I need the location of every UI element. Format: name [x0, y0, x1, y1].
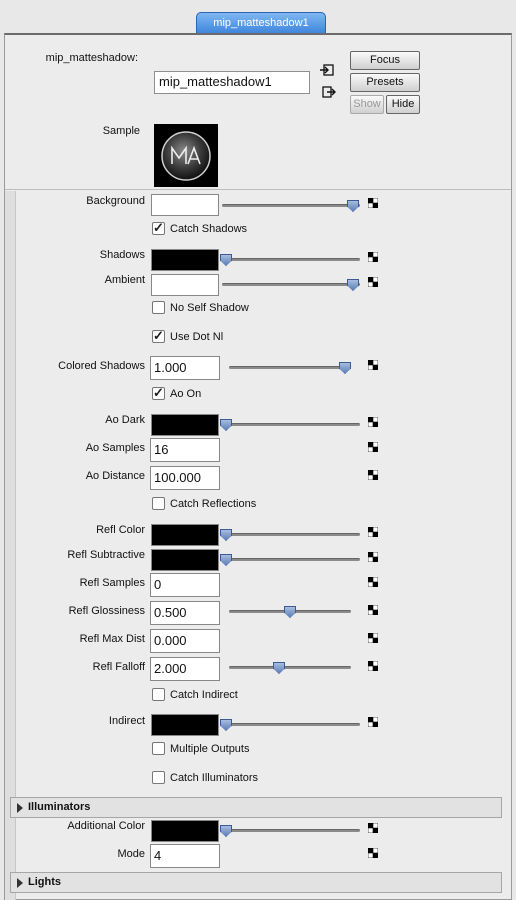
refl-glossiness-label: Refl Glossiness [68, 605, 145, 617]
section-title: Illuminators [28, 801, 91, 813]
map-button-icon[interactable] [368, 552, 378, 562]
refl-color-field[interactable] [151, 524, 219, 546]
indirect-slider[interactable] [222, 723, 360, 726]
node-type-label: mip_matteshadow: [45, 52, 138, 64]
indirect-color-field[interactable] [151, 714, 219, 736]
section-indent-strip [5, 191, 16, 900]
catch-illuminators-label: Catch Illuminators [170, 772, 259, 784]
map-button-icon[interactable] [368, 605, 378, 615]
multiple-outputs-checkbox[interactable] [152, 742, 165, 755]
refl-falloff-slider[interactable] [229, 666, 351, 669]
map-button-icon[interactable] [368, 848, 378, 858]
no-self-shadow-checkbox[interactable] [152, 301, 165, 314]
ao-distance-field[interactable]: 100.000 [150, 466, 220, 490]
map-button-icon[interactable] [368, 661, 378, 671]
catch-shadows-checkbox[interactable] [152, 222, 165, 235]
map-button-icon[interactable] [368, 470, 378, 480]
additional-color-field[interactable] [151, 820, 219, 842]
map-button-icon[interactable] [368, 417, 378, 427]
tab-bar [0, 0, 516, 34]
map-button-icon[interactable] [368, 252, 378, 262]
additional-color-slider[interactable] [222, 829, 360, 832]
mode-label: Mode [117, 848, 145, 860]
section-lights[interactable] [10, 872, 502, 893]
presets-button[interactable]: Presets [350, 73, 420, 92]
colored-shadows-slider[interactable] [229, 366, 351, 369]
ao-on-label: Ao On [170, 388, 202, 400]
node-name-field[interactable]: mip_matteshadow1 [154, 71, 310, 94]
refl-subtractive-slider[interactable] [222, 558, 360, 561]
refl-subtractive-color-field[interactable] [151, 549, 219, 571]
hide-button[interactable]: Hide [386, 95, 420, 114]
ao-on-checkbox[interactable] [152, 387, 165, 400]
no-self-shadow-label: No Self Shadow [170, 302, 249, 314]
catch-reflections-label: Catch Reflections [170, 498, 257, 510]
map-button-icon[interactable] [368, 823, 378, 833]
shadows-slider[interactable] [222, 258, 360, 261]
map-button-icon[interactable] [368, 633, 378, 643]
refl-samples-field[interactable]: 0 [150, 573, 220, 597]
refl-samples-label: Refl Samples [79, 577, 145, 589]
output-connection-icon[interactable] [322, 85, 336, 99]
use-dot-nl-checkbox[interactable] [152, 330, 165, 343]
shadows-color-field[interactable] [151, 249, 219, 271]
ao-dark-label: Ao Dark [105, 414, 145, 426]
colored-shadows-label: Colored Shadows [58, 360, 145, 372]
ao-samples-field[interactable]: 16 [150, 438, 220, 462]
catch-indirect-label: Catch Indirect [170, 689, 238, 701]
refl-glossiness-field[interactable]: 0.500 [150, 601, 220, 625]
background-color-field[interactable] [151, 194, 219, 216]
colored-shadows-field[interactable]: 1.000 [150, 356, 220, 380]
refl-color-label: Refl Color [96, 524, 145, 536]
use-dot-nl-label: Use Dot Nl [170, 331, 224, 343]
sample-swatch[interactable] [154, 124, 218, 187]
map-button-icon[interactable] [368, 198, 378, 208]
focus-button[interactable]: Focus [350, 51, 420, 70]
background-slider[interactable] [222, 204, 360, 207]
shadows-label: Shadows [99, 249, 145, 261]
catch-shadows-label: Catch Shadows [170, 223, 248, 235]
input-connection-icon[interactable] [320, 63, 334, 77]
ambient-label: Ambient [104, 274, 145, 286]
tab-mip-matteshadow1[interactable]: mip_matteshadow1 [196, 12, 326, 34]
collapse-arrow-icon [17, 878, 23, 888]
catch-illuminators-checkbox[interactable] [152, 771, 165, 784]
section-illuminators[interactable] [10, 797, 502, 818]
catch-indirect-checkbox[interactable] [152, 688, 165, 701]
ambient-color-field[interactable] [151, 274, 219, 296]
refl-falloff-field[interactable]: 2.000 [150, 657, 220, 681]
collapse-arrow-icon [17, 803, 23, 813]
ao-dark-slider[interactable] [222, 423, 360, 426]
catch-reflections-checkbox[interactable] [152, 497, 165, 510]
additional-color-label: Additional Color [67, 820, 145, 832]
indirect-label: Indirect [108, 715, 145, 727]
maya-logo-icon [154, 124, 218, 187]
section-title: Lights [28, 876, 61, 888]
map-button-icon[interactable] [368, 717, 378, 727]
multiple-outputs-label: Multiple Outputs [170, 743, 250, 755]
map-button-icon[interactable] [368, 442, 378, 452]
ao-dark-color-field[interactable] [151, 414, 219, 436]
refl-max-dist-label: Refl Max Dist [79, 633, 145, 645]
refl-color-slider[interactable] [222, 533, 360, 536]
ao-samples-label: Ao Samples [85, 442, 145, 454]
map-button-icon[interactable] [368, 277, 378, 287]
show-button[interactable]: Show [350, 95, 384, 114]
map-button-icon[interactable] [368, 527, 378, 537]
map-button-icon[interactable] [368, 577, 378, 587]
sample-label: Sample [102, 125, 140, 137]
ao-distance-label: Ao Distance [85, 470, 145, 482]
refl-subtractive-label: Refl Subtractive [67, 549, 145, 561]
background-label: Background [86, 195, 145, 207]
refl-max-dist-field[interactable]: 0.000 [150, 629, 220, 653]
mode-field[interactable]: 4 [150, 844, 220, 868]
refl-falloff-label: Refl Falloff [92, 661, 145, 673]
map-button-icon[interactable] [368, 360, 378, 370]
ambient-slider[interactable] [222, 283, 360, 286]
